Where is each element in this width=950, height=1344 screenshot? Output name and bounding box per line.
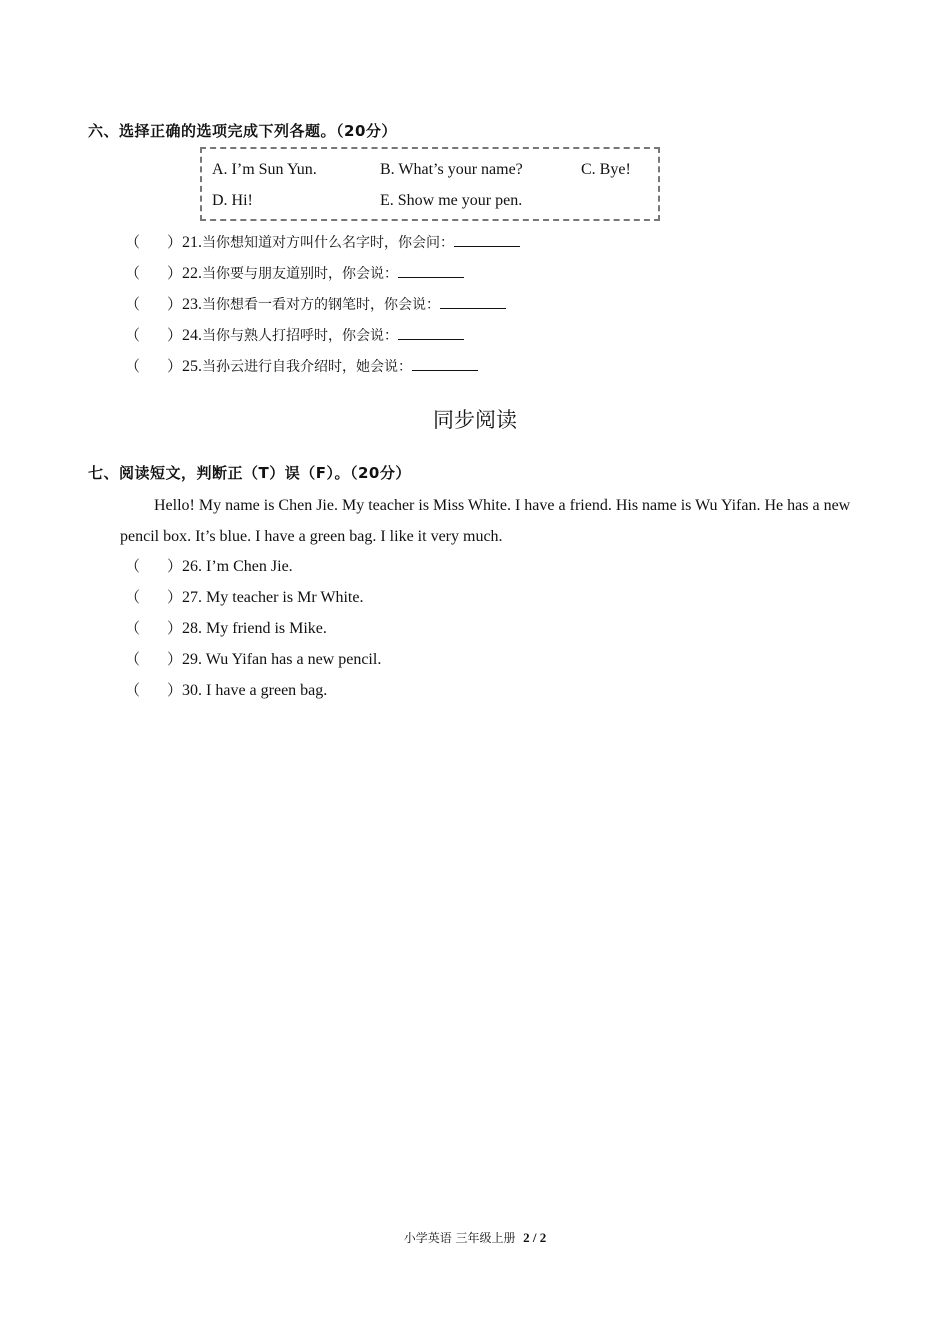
question-21: （ ）21.当你想知道对方叫什么名字时，你会问： (125, 231, 520, 252)
option-a: A. I’m Sun Yun. (212, 161, 317, 178)
option-b: B. What’s your name? (380, 161, 523, 178)
options-box (200, 147, 660, 221)
question-26: （ ）26. I’m Chen Jie. (125, 557, 293, 575)
question-27: （ ）27. My teacher is Mr White. (125, 588, 364, 606)
question-23: （ ）23.当你想看一看对方的钢笔时，你会说： (125, 293, 506, 314)
question-25: （ ）25.当孙云进行自我介绍时，她会说： (125, 355, 478, 376)
footer-label: 小学英语 三年级上册 (403, 1231, 516, 1245)
question-28: （ ）28. My friend is Mike. (125, 619, 327, 637)
answer-blank[interactable] (412, 358, 478, 371)
reading-title: 同步阅读 (433, 408, 517, 432)
option-c: C. Bye! (581, 161, 631, 178)
page-number: 2 / 2 (523, 1230, 547, 1245)
answer-blank[interactable] (398, 265, 464, 278)
answer-blank[interactable] (440, 296, 506, 309)
question-30: （ ）30. I have a green bag. (125, 681, 328, 699)
section-6-heading: 六、选择正确的选项完成下列各题。（20分） (88, 122, 397, 140)
answer-blank[interactable] (454, 234, 520, 247)
reading-passage: Hello! My name is Chen Jie. My teacher is Miss White. I have a friend. His name is Wu Yifan. He has a new pencil box. It’s blue. I have a green bag. I like it very much. (120, 497, 851, 545)
section-7-heading: 七、阅读短文，判断正（T）误（F）。（20分） (88, 464, 411, 482)
question-22: （ ）22.当你要与朋友道别时，你会说： (125, 262, 464, 283)
option-e: E. Show me your pen. (380, 192, 523, 209)
option-d: D. Hi! (212, 192, 253, 209)
answer-blank[interactable] (398, 327, 464, 340)
question-24: （ ）24.当你与熟人打招呼时，你会说： (125, 324, 464, 345)
question-29: （ ）29. Wu Yifan has a new pencil. (125, 650, 382, 668)
page-footer (0, 1229, 950, 1246)
